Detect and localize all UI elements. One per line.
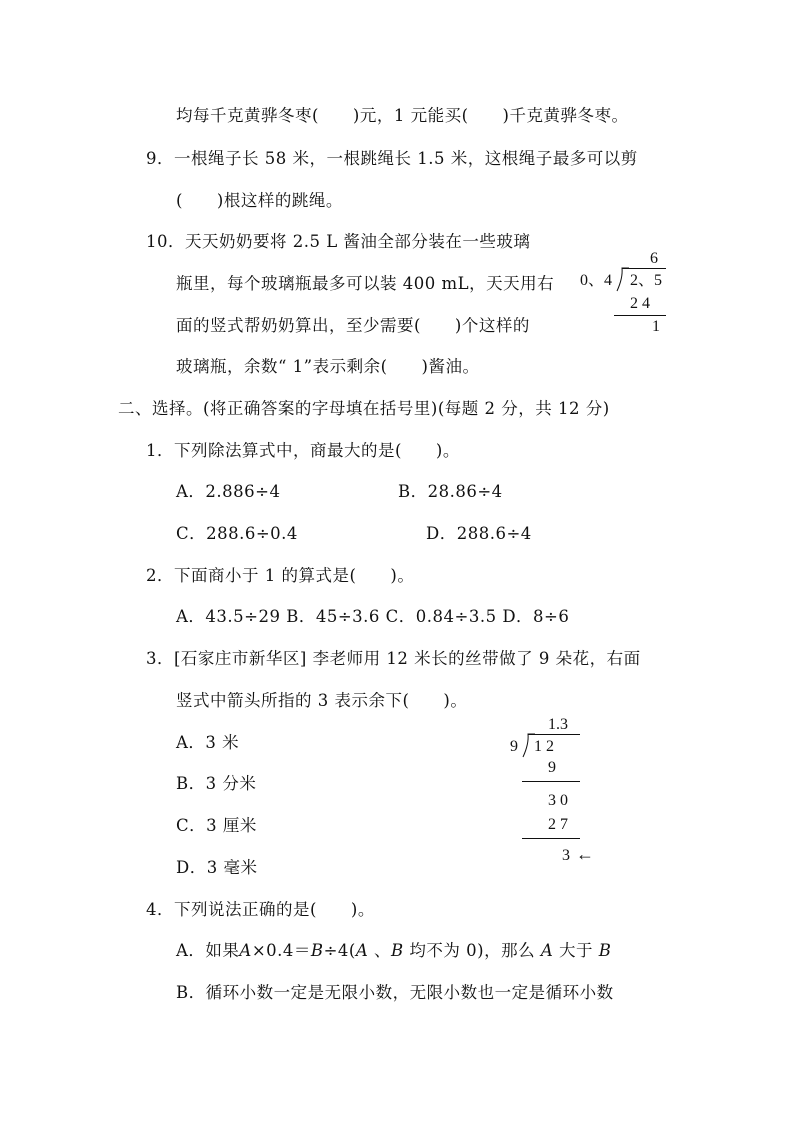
choice-3-option-a: A．3 米: [176, 733, 240, 752]
division2-product2: 2 7: [548, 816, 568, 833]
division2-product1: 9: [548, 759, 556, 776]
option-a-text-1: ×0.4＝: [251, 941, 311, 960]
division2-rule-1: [522, 781, 580, 782]
choice-1-option-d: D．288.6÷4: [426, 524, 532, 543]
question-9: 9．一根绳子长 58 米，一根跳绳长 1.5 米，这根绳子最多可以剪: [146, 149, 638, 168]
division1-dividend: 2、5: [630, 272, 663, 289]
variable-b: B: [391, 941, 404, 960]
division1-bracket: [616, 266, 630, 292]
choice-1-option-a: A．2.886÷4: [176, 482, 281, 501]
choice-4-option-b: B．循环小数一定是无限小数，无限小数也一定是循环小数: [176, 983, 614, 1002]
division1-top-rule: [622, 268, 666, 269]
choice-question-3-line2: 竖式中箭头所指的 3 表示余下( )。: [176, 691, 468, 710]
question-10-line3: 面的竖式帮奶奶算出，至少需要( )个这样的: [176, 316, 530, 335]
choice-3-option-b: B．3 分米: [176, 774, 257, 793]
variable-a: A: [239, 941, 252, 960]
division1-bottom-rule: [614, 315, 666, 316]
option-a-text-4: 均不为 0)，那么: [403, 941, 541, 960]
choice-2-options: A．43.5÷29 B．45÷3.6 C．0.84÷3.5 D．8÷6: [176, 607, 570, 626]
option-a-text-3: 、: [368, 941, 391, 960]
question-10: 10．天天奶奶要将 2.5 L 酱油全部分装在一些玻璃: [146, 232, 531, 251]
variable-b: B: [598, 941, 612, 960]
option-a-text-2: ÷4(: [323, 941, 356, 960]
division1-product: 2 4: [630, 295, 650, 312]
option-a-prefix: A．如果: [176, 941, 240, 960]
question-10-line2: 瓶里，每个玻璃瓶最多可以装 400 mL，天天用右: [176, 274, 555, 293]
division2-quotient: 1.3: [548, 716, 568, 733]
division2-remainder: 3: [562, 847, 570, 864]
division2-top-rule: [528, 734, 580, 735]
choice-3-option-d: D．3 毫米: [176, 858, 258, 877]
division2-arrow-icon: ←: [576, 844, 594, 864]
long-division-figure-1: [578, 248, 678, 338]
variable-a: A: [355, 941, 369, 960]
option-a-text-5: 大于: [553, 941, 599, 960]
question-10-line4: 玻璃瓶，余数“ 1”表示剩余( )酱油。: [176, 357, 480, 376]
question-9-continuation: ( )根这样的跳绳。: [176, 191, 343, 210]
division1-remainder: 1: [652, 318, 660, 335]
choice-question-3: 3．[石家庄市新华区] 李老师用 12 米长的丝带做了 9 朵花，右面: [146, 649, 641, 668]
variable-a: A: [540, 941, 554, 960]
division2-divisor: 9: [510, 738, 518, 755]
choice-1-option-b: B．28.86÷4: [398, 482, 503, 501]
division2-dividend: 1 2: [534, 738, 554, 755]
division1-divisor: 0、4: [580, 272, 613, 289]
choice-question-4: 4．下列说法正确的是( )。: [146, 900, 375, 919]
long-division-figure-2: [506, 714, 616, 864]
section-2-heading: 二、选择。(将正确答案的字母填在括号里)(每题 2 分，共 12 分): [118, 399, 610, 418]
division2-rule-2: [522, 838, 580, 839]
variable-b: B: [310, 941, 324, 960]
division2-step: 3 0: [548, 792, 568, 809]
choice-4-option-a: [176, 940, 611, 962]
choice-3-option-c: C．3 厘米: [176, 816, 257, 835]
division1-quotient: 6: [650, 250, 658, 267]
choice-question-2: 2．下面商小于 1 的算式是( )。: [146, 566, 415, 585]
choice-question-1: 1．下列除法算式中，商最大的是( )。: [146, 441, 460, 460]
choice-1-option-c: C．288.6÷0.4: [176, 524, 298, 543]
q8-continuation: 均每千克黄骅冬枣( )元，1 元能买( )千克黄骅冬枣。: [176, 106, 629, 125]
